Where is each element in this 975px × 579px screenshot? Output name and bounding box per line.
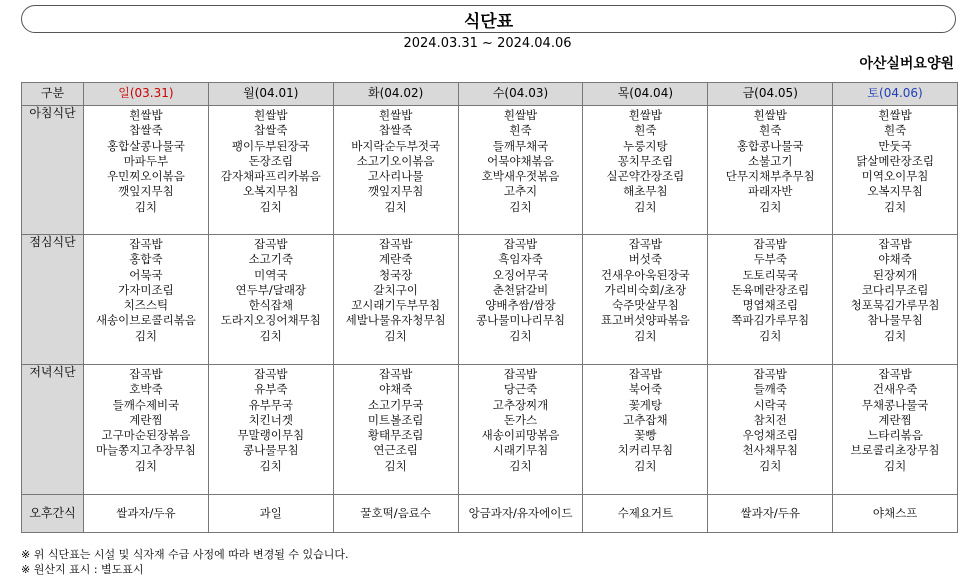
menu-item: 오징어무국 — [492, 267, 549, 282]
menu-item: 코다리무조림 — [861, 282, 929, 297]
menu-item: 김치 — [759, 458, 782, 473]
menu-item: 고추지 — [503, 184, 538, 199]
menu-item: 당근죽 — [503, 382, 538, 397]
menu-item: 버섯죽 — [628, 252, 663, 267]
menu-item: 고추잡채 — [623, 412, 668, 427]
menu-item: 야채죽 — [878, 252, 912, 267]
menu-title-box — [21, 5, 956, 33]
menu-item: 잡곡밥 — [254, 367, 288, 381]
snack-label: 오후간식 — [22, 495, 84, 533]
menu-cell — [833, 235, 958, 365]
menu-item: 미트볼조림 — [367, 412, 424, 427]
menu-item: 닭살메란장조림 — [856, 153, 934, 168]
menu-item: 홍합죽 — [129, 252, 163, 267]
menu-item: 된장찌개 — [872, 267, 918, 282]
menu-item: 잡곡밥 — [628, 237, 663, 251]
menu-item: 고추장찌개 — [492, 397, 549, 412]
menu-cell — [833, 106, 958, 235]
menu-item: 홍합콩나물국 — [736, 138, 804, 153]
menu-item: 어묵야채볶음 — [487, 153, 554, 168]
menu-item: 표고버섯양파볶음 — [600, 313, 690, 328]
header-day: 월(04.01) — [208, 83, 333, 106]
header-day: 일(03.31) — [84, 83, 209, 106]
menu-cell — [208, 235, 333, 365]
menu-item: 오복지무침 — [243, 184, 299, 199]
header-day: 토(04.06) — [833, 83, 958, 106]
menu-item: 꽃빵 — [634, 428, 657, 443]
menu-item: 김치 — [759, 199, 782, 214]
menu-item: 시락국 — [753, 397, 787, 412]
meal-label: 점심식단 — [22, 235, 84, 365]
organization-name: 아산실버요양원 — [859, 56, 954, 72]
menu-item: 꽃게탕 — [628, 397, 663, 412]
menu-item: 청국장 — [378, 267, 413, 282]
table-header-row — [22, 83, 958, 106]
header-corner: 구분 — [22, 83, 84, 106]
menu-item: 흑임자죽 — [498, 252, 543, 267]
menu-item: 새송이브로콜리볶음 — [95, 313, 196, 328]
menu-item: 치즈스틱 — [123, 298, 169, 313]
menu-item: 김치 — [134, 199, 158, 214]
menu-item: 북어죽 — [628, 382, 663, 397]
menu-item: 잡곡밥 — [129, 237, 163, 251]
menu-item: 김치 — [259, 458, 282, 473]
menu-item: 김치 — [384, 458, 407, 473]
menu-item: 쪽파김가루무침 — [731, 313, 810, 328]
menu-item: 찹쌀죽 — [378, 123, 413, 138]
menu-cell — [458, 365, 583, 495]
menu-item: 들깨죽 — [753, 382, 787, 397]
menu-item: 고구마순된장볶음 — [101, 428, 191, 443]
menu-item: 두부죽 — [753, 252, 787, 267]
menu-item: 계란찜 — [129, 412, 163, 427]
menu-item: 김치 — [883, 328, 907, 343]
menu-item: 단무지채부추무침 — [725, 169, 815, 184]
menu-item: 호박새우젓볶음 — [481, 169, 560, 184]
menu-item: 흰죽 — [509, 123, 532, 138]
menu-item: 우엉채조림 — [742, 428, 798, 443]
menu-item: 바지락순두부젓국 — [351, 138, 441, 153]
menu-item: 황태무조림 — [367, 428, 424, 443]
menu-item: 파래자반 — [748, 184, 793, 199]
menu-cell — [208, 106, 333, 235]
menu-item: 콩나물미나리무침 — [476, 313, 565, 328]
menu-item: 야채죽 — [378, 382, 413, 397]
menu-item: 흰쌀밥 — [628, 108, 663, 122]
menu-item: 흰쌀밥 — [753, 108, 787, 122]
menu-item: 흰죽 — [759, 123, 782, 138]
meal-label: 아침식단 — [22, 106, 84, 235]
menu-item: 숙주맛살무침 — [612, 298, 679, 313]
menu-item: 흰죽 — [634, 123, 657, 138]
menu-item: 꼬시래기두부무침 — [351, 298, 441, 313]
menu-item: 무말랭이무침 — [237, 428, 305, 443]
menu-item: 김치 — [634, 458, 657, 473]
menu-item: 잡곡밥 — [753, 367, 787, 381]
menu-cell — [333, 365, 458, 495]
menu-item: 한식잡채 — [248, 298, 293, 313]
menu-item: 청포묵김가루무침 — [850, 298, 940, 313]
menu-item: 깻잎지무침 — [367, 184, 424, 199]
snack-cell: 꿀호떡/음료수 — [333, 495, 458, 533]
menu-item: 만둣국 — [878, 138, 912, 153]
menu-item: 해초무침 — [623, 184, 668, 199]
menu-cell — [833, 365, 958, 495]
menu-item: 잡곡밥 — [378, 237, 413, 251]
menu-item: 양배추쌈/쌈장 — [485, 298, 556, 313]
menu-item: 소고기무국 — [367, 397, 424, 412]
menu-item: 김치 — [259, 199, 282, 214]
note-line: ※ 원산지 표시 : 별도표시 — [21, 563, 144, 576]
menu-item: 김치 — [134, 328, 158, 343]
snack-cell: 쌀과자/두유 — [708, 495, 833, 533]
menu-item: 치커리무침 — [617, 443, 674, 458]
menu-item: 김치 — [883, 199, 907, 214]
menu-item: 홍합살콩나물국 — [107, 138, 185, 153]
menu-item: 김치 — [509, 328, 532, 343]
snack-cell: 야채스프 — [833, 495, 958, 533]
menu-item: 참나물무침 — [867, 313, 923, 328]
menu-cell — [84, 106, 209, 235]
menu-item: 잡곡밥 — [129, 367, 163, 381]
menu-cell — [708, 235, 833, 365]
menu-item: 돈육메란장조림 — [731, 282, 810, 297]
menu-cell — [84, 235, 209, 365]
menu-cell — [583, 365, 708, 495]
menu-cell — [458, 106, 583, 235]
meal-row — [22, 235, 958, 365]
snack-row — [22, 495, 958, 533]
menu-item: 흰죽 — [883, 123, 907, 138]
header-day: 화(04.02) — [333, 83, 458, 106]
menu-item: 김치 — [759, 328, 782, 343]
weekly-menu-table — [21, 82, 958, 533]
menu-item: 흰쌀밥 — [254, 108, 288, 122]
menu-item: 갈치구이 — [373, 282, 418, 297]
header-day: 목(04.04) — [583, 83, 708, 106]
menu-item: 연근조림 — [373, 443, 418, 458]
menu-item: 깻잎지무침 — [118, 184, 174, 199]
meal-label: 저녁식단 — [22, 365, 84, 495]
menu-item: 흰쌀밥 — [878, 108, 912, 122]
header-day: 수(04.03) — [458, 83, 583, 106]
menu-cell — [458, 235, 583, 365]
meal-row — [22, 106, 958, 235]
menu-item: 오복지무침 — [867, 184, 923, 199]
snack-cell: 과일 — [208, 495, 333, 533]
menu-item: 느타리볶음 — [867, 428, 923, 443]
menu-item: 김치 — [134, 458, 158, 473]
menu-item: 소불고기 — [748, 153, 793, 168]
menu-item: 도토리묵국 — [742, 267, 798, 282]
menu-item: 잡곡밥 — [628, 367, 663, 381]
menu-item: 김치 — [634, 199, 657, 214]
menu-item: 감자채파프리카볶음 — [220, 169, 321, 184]
menu-item: 마늘쫑지고추장무침 — [95, 443, 196, 458]
menu-item: 콩나물무침 — [243, 443, 299, 458]
menu-item: 유부죽 — [254, 382, 288, 397]
snack-cell: 앙금과자/유자에이드 — [458, 495, 583, 533]
menu-item: 꽁치무조림 — [617, 153, 674, 168]
menu-item: 우민찌오이볶음 — [107, 169, 185, 184]
menu-item: 브로콜리초장무침 — [850, 443, 940, 458]
snack-cell: 수제요거트 — [583, 495, 708, 533]
menu-item: 계란죽 — [378, 252, 413, 267]
menu-item: 들깨수제비국 — [112, 397, 180, 412]
menu-item: 연두부/달래장 — [235, 282, 307, 297]
menu-period: 2024.03.31 ~ 2024.04.06 — [403, 36, 572, 51]
menu-item: 마파두부 — [123, 153, 169, 168]
menu-item: 유부무국 — [248, 397, 293, 412]
menu-item: 소고기죽 — [248, 252, 293, 267]
menu-item: 가리비숙회/초장 — [604, 282, 687, 297]
snack-cell: 쌀과자/두유 — [84, 495, 209, 533]
meal-row — [22, 365, 958, 495]
menu-item: 가자미조림 — [118, 282, 174, 297]
menu-item: 천사채무침 — [742, 443, 798, 458]
menu-item: 잡곡밥 — [878, 367, 912, 381]
menu-item: 김치 — [509, 458, 532, 473]
notes — [21, 547, 348, 577]
menu-item: 미역오이무침 — [861, 169, 929, 184]
menu-item: 시래기무침 — [492, 443, 549, 458]
menu-item: 김치 — [509, 199, 532, 214]
menu-item: 고사리나물 — [367, 169, 424, 184]
menu-item: 김치 — [384, 199, 407, 214]
header-day: 금(04.05) — [708, 83, 833, 106]
menu-item: 참치전 — [753, 412, 787, 427]
note-line: ※ 위 식단표는 시설 및 식자재 수급 사정에 따라 변경될 수 있습니다. — [21, 548, 349, 561]
menu-item: 건새우죽 — [872, 382, 918, 397]
menu-cell — [333, 235, 458, 365]
menu-item: 소고기오이볶음 — [356, 153, 435, 168]
menu-item: 건새우아욱된장국 — [600, 267, 690, 282]
menu-item: 호박죽 — [129, 382, 163, 397]
menu-item: 김치 — [634, 328, 657, 343]
menu-item: 돈가스 — [503, 412, 538, 427]
menu-item: 들깨무채국 — [492, 138, 549, 153]
menu-item: 김치 — [883, 458, 907, 473]
menu-cell — [583, 235, 708, 365]
menu-cell — [708, 106, 833, 235]
menu-item: 잡곡밥 — [254, 237, 288, 251]
menu-item: 김치 — [259, 328, 282, 343]
menu-cell — [208, 365, 333, 495]
menu-item: 실곤약간장조림 — [606, 169, 685, 184]
page-title: 식단표 — [463, 11, 514, 32]
menu-item: 춘천닭갈비 — [492, 282, 549, 297]
menu-item: 도라지오징어채무침 — [220, 313, 321, 328]
menu-item: 누룽지탕 — [623, 138, 668, 153]
menu-item: 새송이피망볶음 — [481, 428, 560, 443]
menu-item: 잡곡밥 — [503, 367, 538, 381]
menu-item: 어묵국 — [129, 267, 163, 282]
menu-item: 치킨너겟 — [248, 412, 293, 427]
menu-item: 팽이두부된장국 — [231, 138, 310, 153]
menu-item: 흰쌀밥 — [129, 108, 163, 122]
menu-item: 찹쌀죽 — [254, 123, 288, 138]
menu-item: 세발나물유자청무침 — [345, 313, 446, 328]
menu-item: 돈장조림 — [248, 153, 293, 168]
menu-cell — [583, 106, 708, 235]
menu-item: 명엽채조림 — [742, 298, 798, 313]
menu-item: 무채콩나물국 — [861, 397, 929, 412]
menu-item: 흰쌀밥 — [503, 108, 538, 122]
menu-cell — [708, 365, 833, 495]
menu-cell — [84, 365, 209, 495]
menu-item: 잡곡밥 — [753, 237, 787, 251]
menu-item: 찹쌀죽 — [129, 123, 163, 138]
menu-item: 김치 — [384, 328, 407, 343]
menu-item: 미역국 — [254, 267, 288, 282]
menu-cell — [333, 106, 458, 235]
menu-item: 흰쌀밥 — [378, 108, 413, 122]
menu-item: 계란찜 — [878, 412, 912, 427]
menu-item: 잡곡밥 — [878, 237, 912, 251]
menu-item: 잡곡밥 — [503, 237, 538, 251]
menu-item: 잡곡밥 — [378, 367, 413, 381]
